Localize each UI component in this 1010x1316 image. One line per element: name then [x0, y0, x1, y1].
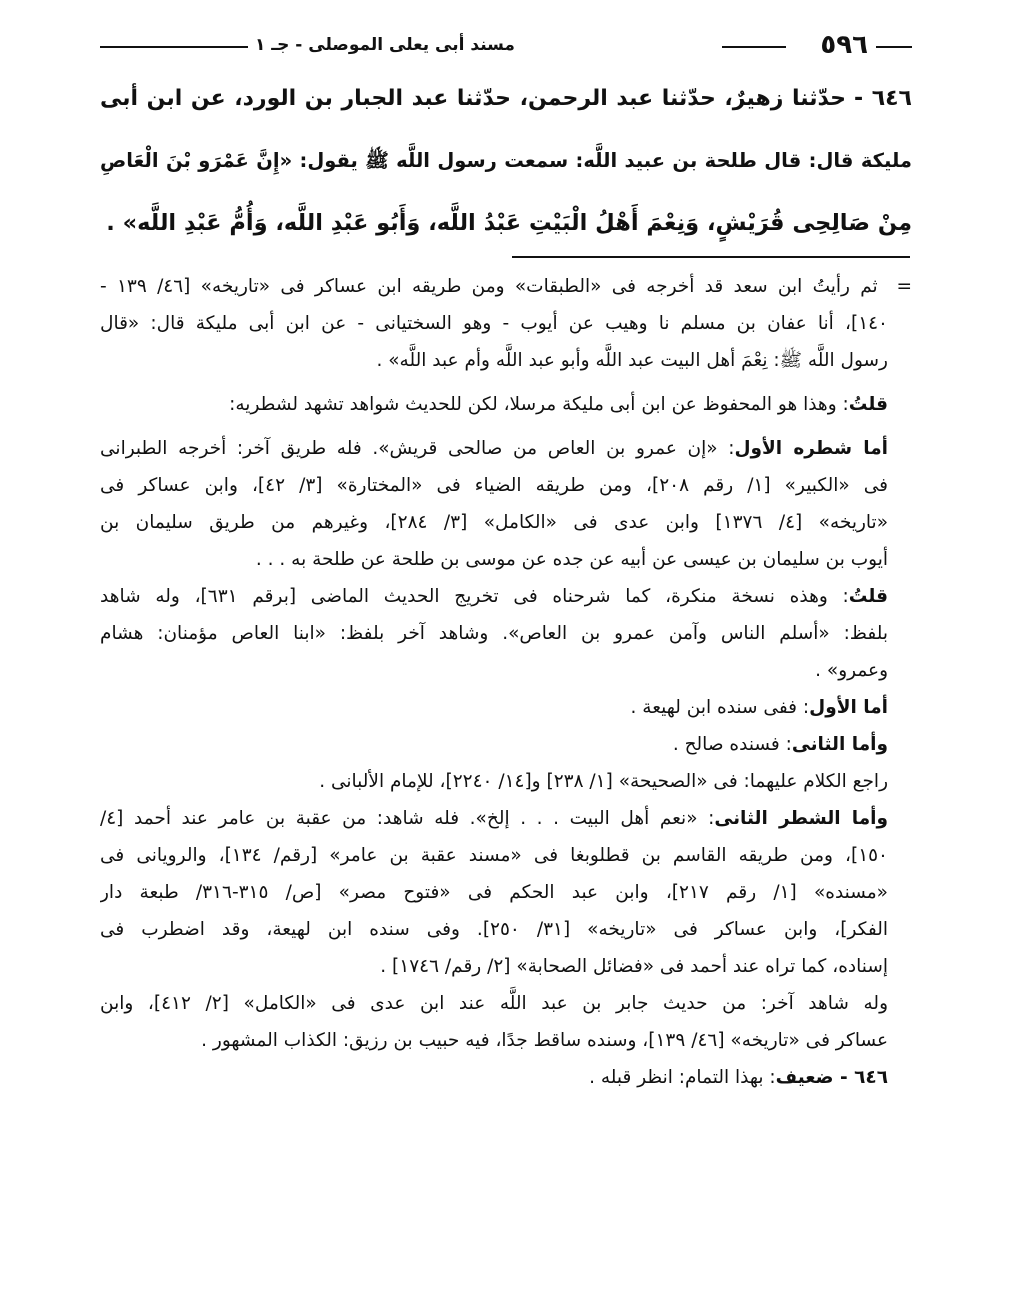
header-rule — [100, 46, 248, 48]
footnote-line: رسول اللَّه ﷺ: نِعْمَ أهل البيت عبد اللَّه وأبو عبد اللَّه وأم عبد اللَّه» . — [376, 350, 888, 371]
footnote-line: أما شطره الأول: «إن عمرو بن العاص من صالحى قريش». فله طريق آخر: أخرجه الطبرانى — [100, 438, 889, 459]
footnote-line: وأما الثانى: فسنده صالح . — [672, 734, 888, 755]
footnote-line: = ثم رأيتُ ابن سعد قد أخرجه فى «الطبقات» ومن طريقه ابن عساكر فى «تاريخه» [٤٦/ ١٣٩ - — [100, 268, 912, 305]
hadith-line: مليكة قال: قال طلحة بن عبيد اللَّه: سمعت رسول اللَّه ﷺ يقول: «إِنَّ عَمْرَو بْنَ الْعَاصِ — [100, 149, 912, 172]
footnote-line: الفكر]، وابن عساكر فى «تاريخه» [٣١/ ٢٥٠]. وفى سنده ابن لهيعة، وقد اضطرب فى — [100, 919, 889, 940]
footnote-line: عساكر فى «تاريخه» [٤٦/ ١٣٩]، وسنده ساقط جدًا، فيه حبيب بن رزيق: الكذاب المشهور . — [201, 1030, 888, 1051]
footnote-line: راجع الكلام عليهما: فى «الصحيحة» [١/ ٢٣٨] و[١٤/ ٢٢٤٠]، للإمام الألبانى . — [319, 771, 888, 792]
footnote-line: وأما الشطر الثانى: «نعم أهل البيت . . . إلخ». فله شاهد: من عقبة بن عامر عند أحمد [٤/ — [100, 808, 888, 829]
hadith-number: ٦٤٦ - — [853, 86, 912, 111]
footnote-divider — [512, 256, 910, 258]
footnotes — [100, 268, 912, 1096]
footnote-line: فى «الكبير» [١/ رقم ٢٠٨]، ومن طريقه الضياء فى «المختارة» [٣/ ٤٢]، وابن عساكر فى — [100, 475, 889, 496]
footnote-line: قلتُ: وهذا هو المحفوظ عن ابن أبى مليكة مرسلا، لكن للحديث شواهد تشهد لشطريه: — [229, 394, 888, 415]
page-header — [100, 28, 912, 64]
book-title: مسند أبى يعلى الموصلى - جـ ١ — [255, 35, 515, 55]
hadith-matn: إِنَّ عَمْرَو بْنَ الْعَاصِ — [100, 149, 280, 172]
footnote-line: «تاريخه» [٤/ ١٣٧٦] وابن عدى فى «الكامل» [٣/ ٢٨٤]، وغيرهم من طريق سليمان بن — [100, 512, 889, 533]
footnote-line: بلفظ: «أسلم الناس وآمن عمرو بن العاص». وشاهد آخر بلفظ: «ابنا العاص مؤمنان: هشام — [100, 623, 888, 644]
hadith-matn: مِنْ صَالِحِى قُرَيْشٍ، وَنِعْمَ أَهْلُ الْبَيْتِ عَبْدُ اللَّه، وَأَبُو عَبْدِ اللَّه، وَأُمُّ عَبْدِ اللَّه — [137, 210, 912, 236]
continuation-marker: = — [896, 276, 912, 297]
header-rule — [876, 46, 912, 48]
footnote-line: إسناده، كما تراه عند أحمد فى «فضائل الصحابة» [٢/ رقم/ ١٧٤٦] . — [380, 956, 888, 977]
header-rule — [722, 46, 786, 48]
footnote-line: قلتُ: وهذه نسخة منكرة، كما شرحناه فى تخريج الحديث الماضى [برقم ٦٣١]، وله شاهد — [100, 586, 889, 607]
hadith-line: مِنْ صَالِحِى قُرَيْشٍ، وَنِعْمَ أَهْلُ الْبَيْتِ عَبْدُ اللَّه، وَأَبُو عَبْدِ اللَّه، وَأُمُّ عَبْدِ اللَّه» . — [106, 210, 912, 236]
footnote-line: وعمرو» . — [815, 660, 888, 681]
page-number: ٥٩٦ — [820, 30, 868, 60]
footnote-line: «مسنده» [١/ رقم ٢١٧]، وابن عبد الحكم فى «فتوح مصر» [ص/ ٣١٥-٣١٦/ طبعة دار — [100, 882, 888, 903]
footnote-line: ٦٤٦ - ضعيف: بهذا التمام: انظر قبله . — [589, 1067, 888, 1088]
footnote-line: أيوب بن سليمان بن عيسى عن أبيه عن جده عن موسى بن طلحة عن طلحة به . . . — [255, 549, 888, 570]
hadith-line: ٦٤٦ - حدّثنا زهيرٌ، حدّثنا عبد الرحمن، حدّثنا عبد الجبار بن الورد، عن ابن أبى — [100, 86, 912, 111]
footnote-line: وله شاهد آخر: من حديث جابر بن عبد اللَّه عند ابن عدى فى «الكامل» [٢/ ٤١٢]، وابن — [100, 993, 888, 1014]
footnote-line: أما الأول: ففى سنده ابن لهيعة . — [630, 697, 888, 718]
hadith-text — [100, 68, 912, 254]
footnote-line: ١٤٠]، أنا عفان بن مسلم نا وهيب عن أيوب - وهو السختيانى - عن ابن أبى مليكة قال: «قال — [100, 313, 888, 334]
footnote-line: ١٥٠]، ومن طريقه القاسم بن قطلوبغا فى «مسند عقبة بن عامر» [رقم/ ١٣٤]، والرويانى فى — [100, 845, 888, 866]
